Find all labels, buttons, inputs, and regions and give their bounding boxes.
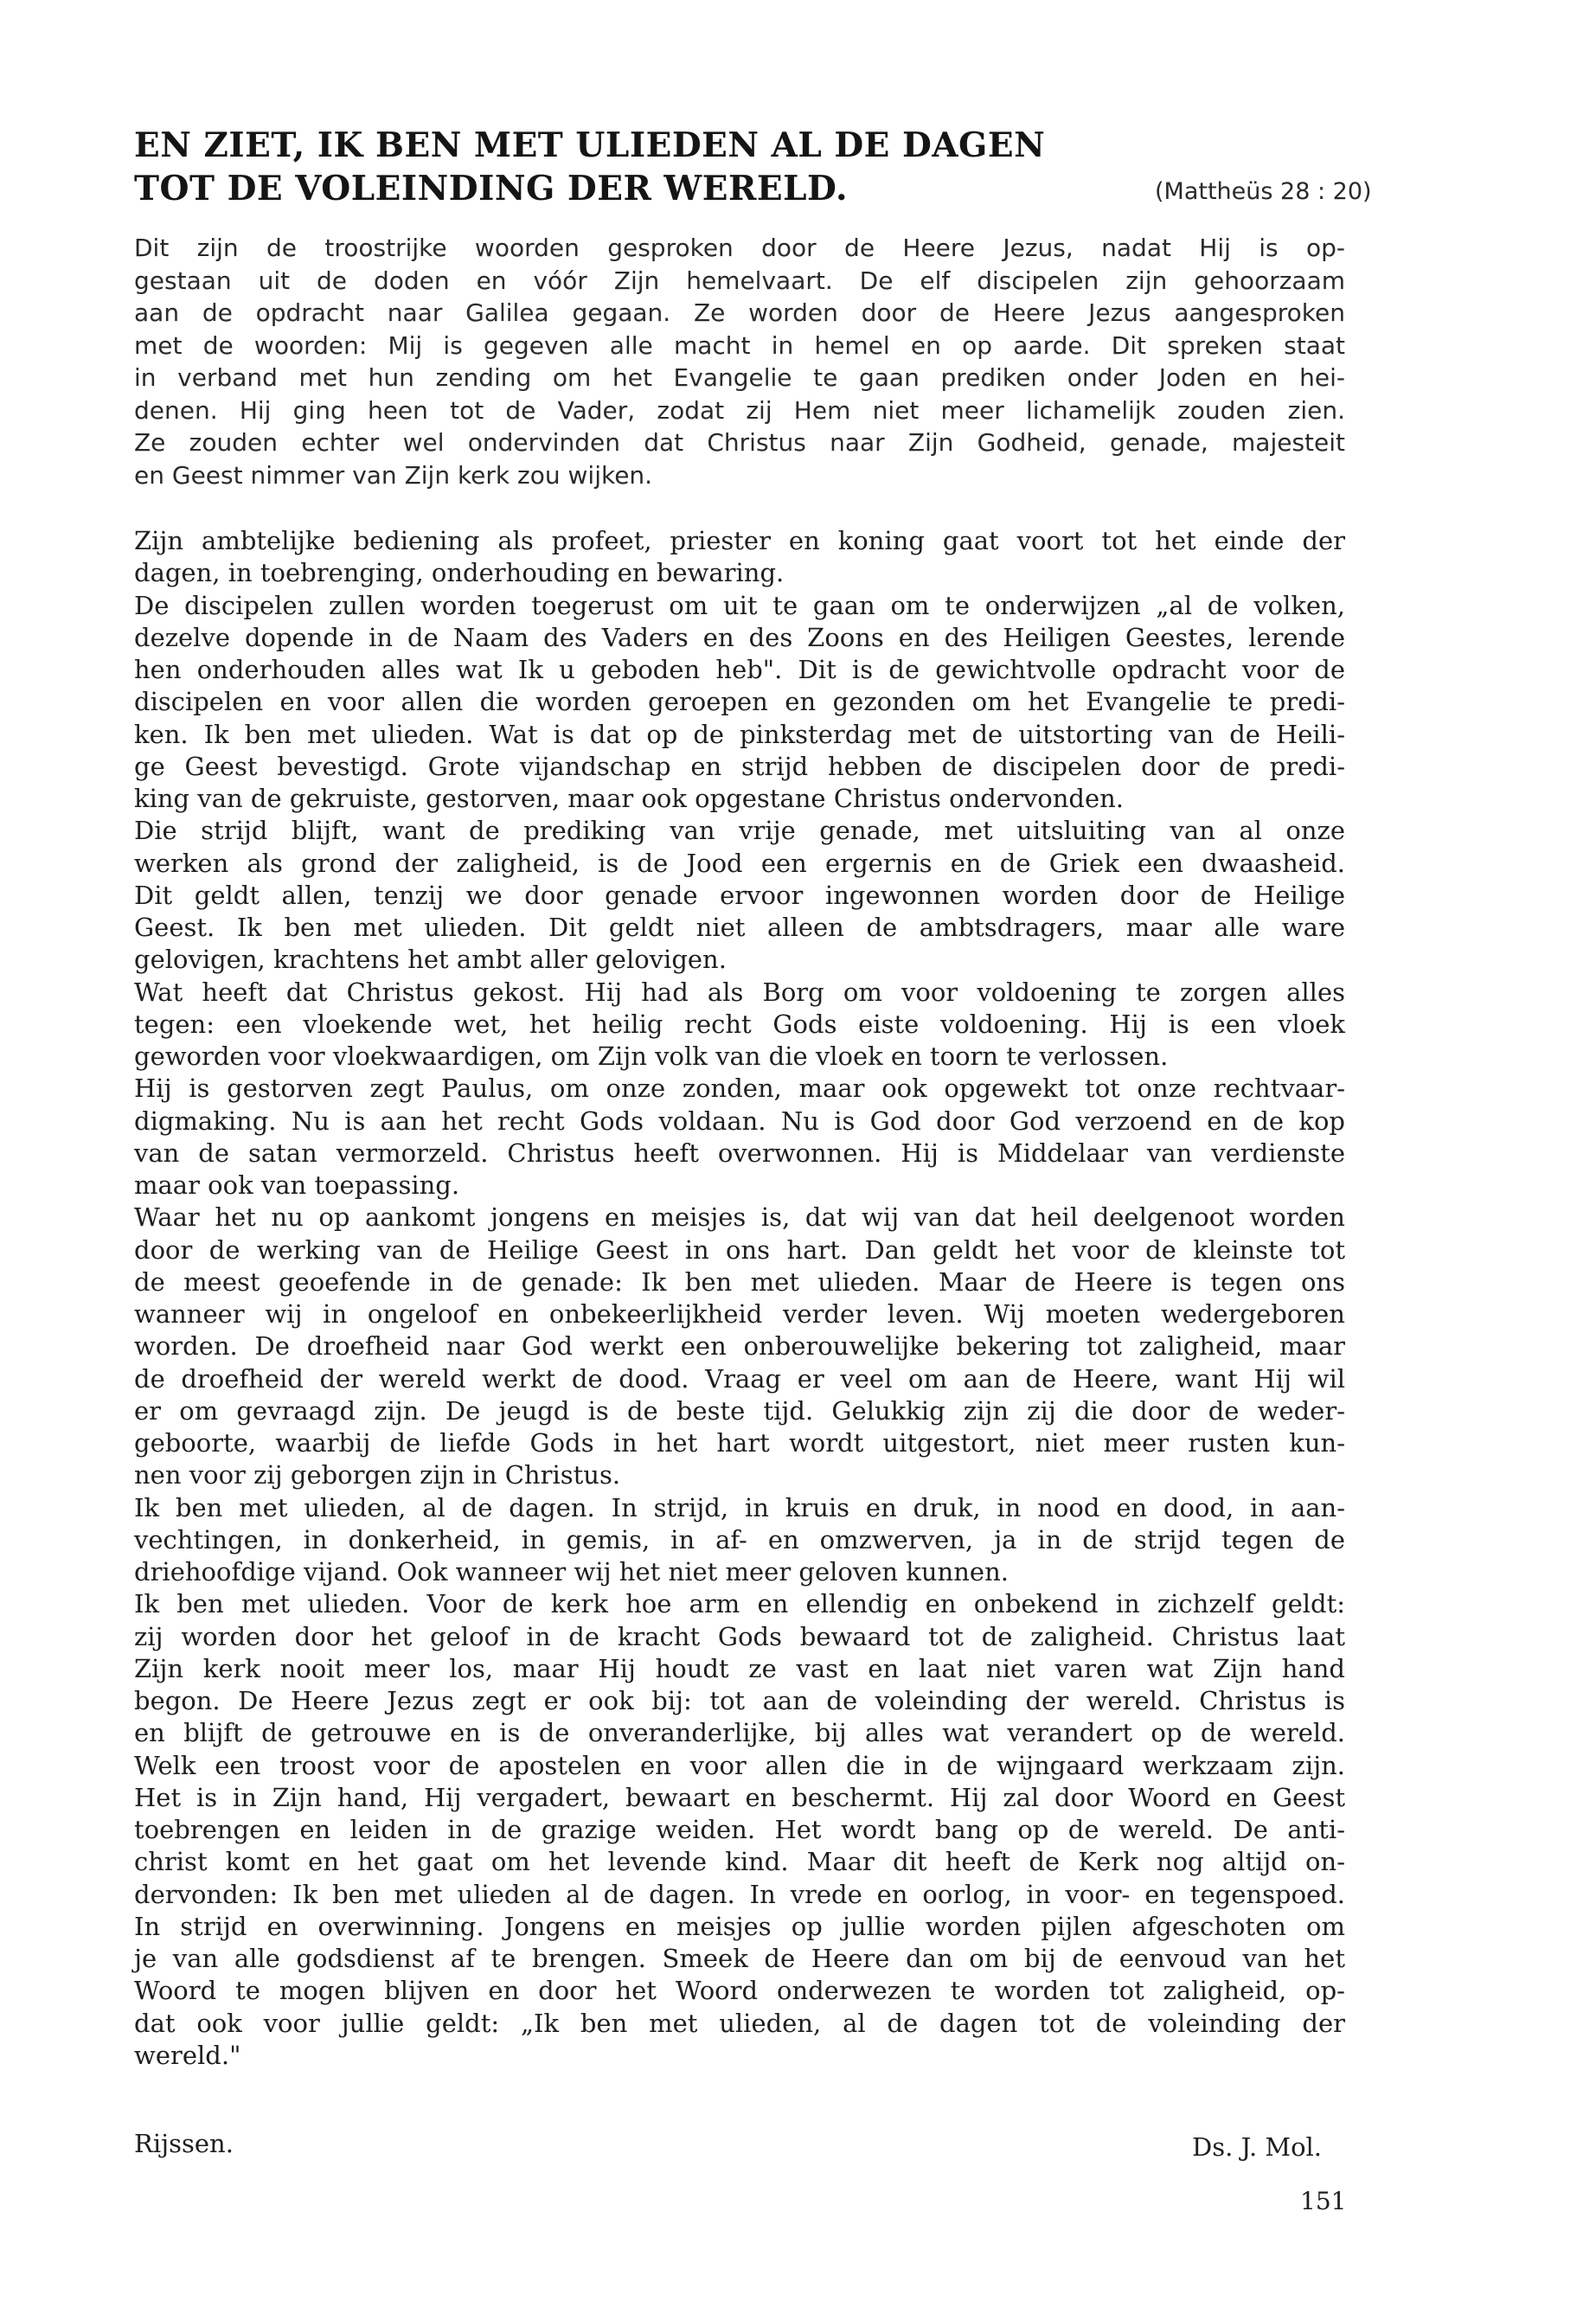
text-line: werken als grond der zaligheid, is de Jood een ergernis en de Griek een dwaasheid.	[134, 848, 1345, 878]
text-line: de meest geoefende in de genade: Ik ben met ulieden. Maar de Heere is tegen ons	[134, 1266, 1345, 1297]
text-line: discipelen en voor allen die worden geroepen en gezonden om het Evangelie te predi-	[134, 687, 1345, 717]
text-line: Ik ben met ulieden. Voor de kerk hoe arm en ellendig en onbekend in zichzelf geldt:	[134, 1589, 1345, 1619]
text-line: en blijft de getrouwe en is de onveranderlijke, bij alles wat verandert op de wereld.	[134, 1718, 1345, 1748]
text-line: geworden voor vloekwaardigen, om Zijn volk van die vloek en toorn te verlossen.	[134, 1042, 1169, 1071]
signoff	[0, 2127, 1596, 2162]
text-line: gelovigen, krachtens het ambt aller gelovigen.	[134, 945, 727, 975]
text-line: maar ook van toepassing.	[134, 1170, 460, 1200]
scripture-reference: (Mattheüs 28 : 20)	[1155, 178, 1372, 205]
text-line: dervonden: Ik ben met ulieden al de dagen. In vrede en oorlog, in voor- en tegenspoed.	[134, 1879, 1345, 1909]
text-line: zij worden door het geloof in de kracht Gods bewaard tot de zaligheid. Christus laat	[134, 1621, 1345, 1651]
text-line: gestaan uit de doden en vóór Zijn hemelvaart. De elf discipelen zijn gehoorzaam	[134, 266, 1345, 295]
signoff-place: Rijssen.	[134, 2129, 234, 2158]
text-line: king van de gekruiste, gestorven, maar ook opgestane Christus ondervonden.	[134, 784, 1124, 813]
text-line: De discipelen zullen worden toegerust om uit te gaan om te onderwijzen „al de volken,	[134, 590, 1345, 620]
text-line: Zijn kerk nooit meer los, maar Hij houdt ze vast en laat niet varen wat Zijn hand	[134, 1653, 1345, 1683]
text-line: Hij is gestorven zegt Paulus, om onze zonden, maar ook opgewekt tot onze rechtvaar-	[134, 1074, 1345, 1104]
text-line: In strijd en overwinning. Jongens en meisjes op jullie worden pijlen afgeschoten om	[134, 1911, 1345, 1941]
text-line: vechtingen, in donkerheid, in gemis, in af- en omzwerven, ja in de strijd tegen de	[134, 1524, 1345, 1554]
text-line: worden. De droefheid naar God werkt een onberouwelijke bekering tot zaligheid, maar	[134, 1331, 1345, 1362]
text-line: Geest. Ik ben met ulieden. Dit geldt niet alleen de ambtsdragers, maar alle ware	[134, 913, 1345, 942]
text-line: driehoofdige vijand. Ook wanneer wij het niet meer geloven kunnen.	[134, 1557, 1009, 1586]
text-line: wereld."	[134, 2040, 241, 2070]
intro-paragraph	[134, 232, 1345, 491]
text-line: Dit geldt allen, tenzij we door genade ervoor ingewonnen worden door de Heilige	[134, 880, 1345, 910]
text-line: Wat heeft dat Christus gekost. Hij had als Borg om voor voldoening te zorgen alles	[134, 977, 1345, 1007]
text-line: Welk een troost voor de apostelen en voor allen die in de wijngaard werkzaam zijn.	[134, 1750, 1345, 1780]
text-line: de droefheid der wereld werkt de dood. Vraag er veel om aan de Heere, want Hij wil	[134, 1363, 1345, 1394]
text-line: denen. Hij ging heen tot de Vader, zodat zij Hem niet meer lichamelijk zouden zien.	[134, 395, 1345, 425]
text-line: nen voor zij geborgen zijn in Christus.	[134, 1460, 621, 1490]
text-line: Dit zijn de troostrijke woorden gesproken door de Heere Jezus, nadat Hij is op-	[134, 234, 1345, 262]
text-line: toebrengen en leiden in de grazige weiden. Het wordt bang op de wereld. De anti-	[134, 1815, 1345, 1844]
text-line: Die strijd blijft, want de prediking van vrije genade, met uitsluiting van al onze	[134, 816, 1345, 846]
text-line: digmaking. Nu is aan het recht Gods voldaan. Nu is God door God verzoend en de kop	[134, 1106, 1345, 1136]
text-line: er om gevraagd zijn. De jeugd is de beste tijd. Gelukkig zijn zij die door de weder-	[134, 1395, 1345, 1426]
text-line: Woord te mogen blijven en door het Woord onderwezen te worden tot zaligheid, op-	[134, 1976, 1345, 2006]
signoff-author: Ds. J. Mol.	[1192, 2132, 1323, 2162]
text-line: met de woorden: Mij is gegeven alle macht in hemel en op aarde. Dit spreken staat	[134, 330, 1345, 360]
text-line: Ze zouden echter wel ondervinden dat Christus naar Zijn Godheid, genade, majesteit	[134, 428, 1345, 457]
text-line: Waar het nu op aankomt jongens en meisjes is, dat wij van dat heil deelgenoot worden	[134, 1202, 1345, 1233]
page-number: 151	[1300, 2187, 1347, 2215]
text-line: ken. Ik ben met ulieden. Wat is dat op de pinksterdag met de uitstorting van de Heili-	[134, 719, 1345, 749]
title-line-1: EN ZIET, IK BEN MET ULIEDEN AL DE DAGEN	[134, 125, 1046, 165]
text-line: in verband met hun zending om het Evangelie te gaan prediken onder Joden en hei-	[134, 363, 1345, 392]
text-line: Ik ben met ulieden, al de dagen. In strijd, in kruis en druk, in nood en dood, in aan-	[134, 1492, 1345, 1522]
text-line: geboorte, waarbij de liefde Gods in het hart wordt uitgestort, niet meer rusten kun-	[134, 1428, 1345, 1458]
text-line: hen onderhouden alles wat Ik u geboden heb". Dit is de gewichtvolle opdracht voor de	[134, 655, 1345, 684]
text-line: aan de opdracht naar Galilea gegaan. Ze worden door de Heere Jezus aangesproken	[134, 298, 1345, 327]
text-line: christ komt en het gaat om het levende kind. Maar dit heeft de Kerk nog altijd on-	[134, 1847, 1345, 1877]
text-line: wanneer wij in ongeloof en onbekeerlijkheid verder leven. Wij moeten wedergeboren	[134, 1299, 1345, 1329]
title-line-2: TOT DE VOLEINDING DER WERELD.	[134, 169, 849, 208]
text-line: ge Geest bevestigd. Grote vijandschap en strijd hebben de discipelen door de predi-	[134, 751, 1345, 781]
text-line: je van alle godsdienst af te brengen. Smeek de Heere dan om bij de eenvoud van het	[134, 1944, 1345, 1973]
text-line: en Geest nimmer van Zijn kerk zou wijken.	[134, 460, 653, 490]
text-line: dat ook voor jullie geldt: „Ik ben met ulieden, al de dagen tot de voleinding der	[134, 2008, 1345, 2038]
text-line: dezelve dopende in de Naam des Vaders en des Zoons en des Heiligen Geestes, lerende	[134, 622, 1345, 652]
text-line: Het is in Zijn hand, Hij vergadert, bewaart en beschermt. Hij zal door Woord en Geest	[134, 1782, 1345, 1812]
text-line: tegen: een vloekende wet, het heilig recht Gods eiste voldoening. Hij is een vloek	[134, 1009, 1345, 1039]
text-line: door de werking van de Heilige Geest in ons hart. Dan geldt het voor de kleinste tot	[134, 1234, 1345, 1265]
text-line: dagen, in toebrenging, onderhouding en bewaring.	[134, 558, 785, 588]
body-text	[134, 525, 1345, 2072]
text-line: begon. De Heere Jezus zegt er ook bij: tot aan de voleinding der wereld. Christus is	[134, 1686, 1345, 1715]
text-line: van de satan vermorzeld. Christus heeft overwonnen. Hij is Middelaar van verdienste	[134, 1138, 1345, 1168]
text-line: Zijn ambtelijke bediening als profeet, priester en koning gaat voort tot het einde der	[134, 526, 1345, 555]
